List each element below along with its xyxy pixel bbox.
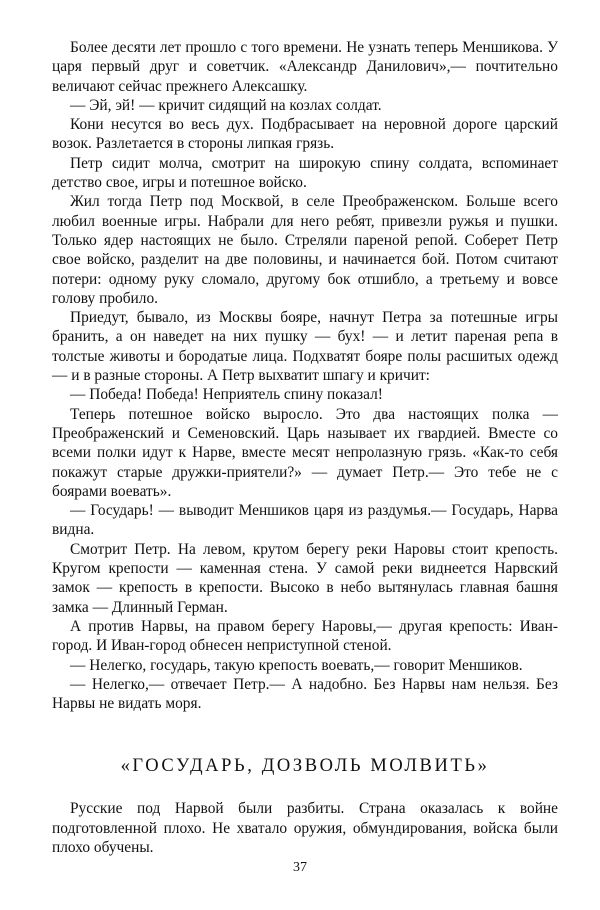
paragraph: Русские под Нарвой были разбиты. Страна оказалась к войне подготовленной плохо. Не хватало оружия, обмундирования, войска были плохо обучены. xyxy=(52,800,558,856)
paragraph: — Эй, эй! — кричит сидящий на козлах солдат. xyxy=(70,96,382,114)
paragraph: Приедут, бывало, из Москвы бояре, начнут Петра за потешные игры бранить, а он наведет на них пушку — бух! — и летит пареная репа в толстые животы и бородатые лица. Подхватят бояре полы расшитых одежд — и в разные стороны. А Петр выхватит шпагу и кричит: xyxy=(52,309,558,385)
chapter-title: «ГОСУДАРЬ, ДОЗВОЛЬ МОЛВИТЬ» xyxy=(120,756,490,777)
paragraph: Более десяти лет прошло с того времени. Не узнать теперь Меншикова. У царя первый друг и советчик. «Александр Данилович»,— почтительно величают сейчас прежнего Алексашку. xyxy=(52,39,558,95)
main-text xyxy=(52,38,558,713)
paragraph: Кони несутся во весь дух. Подбрасывает на неровной дороге царский возок. Разлетается в стороны липкая грязь. xyxy=(52,116,558,153)
paragraph: — Государь! — выводит Меншиков царя из раздумья.— Государь, Нарва видна. xyxy=(52,502,558,539)
chapter-text xyxy=(52,799,558,857)
paragraph: Смотрит Петр. На левом, крутом берегу реки Наровы стоит крепость. Кругом крепости — каменная стена. У самой реки виднеется Нарвский замок — крепость в крепости. Высоко в небо вытянулась главная башня замка — Длинный Герман. xyxy=(52,540,558,616)
page-number: 37 xyxy=(293,860,307,875)
paragraph: — Победа! Победа! Неприятель спину показал! xyxy=(70,386,383,404)
paragraph: — Нелегко,— отвечает Петр.— А надобно. Без Нарвы нам нельзя. Без Нарвы не видать моря. xyxy=(52,675,558,713)
paragraph: Петр сидит молча, смотрит на широкую спину солдата, вспоминает детство свое, игры и потешное войско. xyxy=(52,154,558,192)
paragraph: А против Нарвы, на правом берегу Наровы,— другая крепость: Иван-город. И Иван-город обнесен неприступной стеной. xyxy=(52,617,558,655)
paragraph: — Нелегко, государь, такую крепость воевать,— говорит Меншиков. xyxy=(70,656,523,674)
book-page xyxy=(52,38,558,857)
paragraph: Жил тогда Петр под Москвой, в селе Преображенском. Больше всего любил военные игры. Набрали для него ребят, привезли ружья и пушки. Только ядер настоящих не было. Стреляли пареной репой. Соберет Петр свое войско, разделит на две половины, и начинается бой. Потом считают потери: одному руку сломало, другому бок отшибло, а третьему и вовсе голову пробило. xyxy=(52,193,558,307)
paragraph: Теперь потешное войско выросло. Это два настоящих полка — Преображенский и Семеновский. Царь называет их гвардией. Вместе со всеми полки идут к Нарве, вместе месят непролазную грязь. «Как-то себя покажут старые дружки-приятели?» — думает Петр.— Это тебе не с боярами воевать». xyxy=(52,405,558,500)
